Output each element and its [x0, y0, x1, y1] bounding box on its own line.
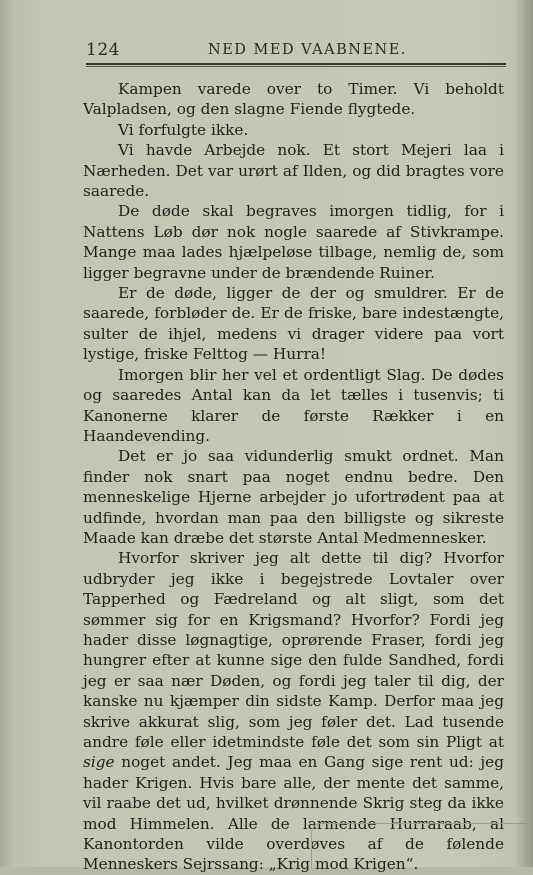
header-rule [86, 63, 506, 65]
page-header [86, 40, 504, 64]
page-edge-shadow [515, 0, 533, 867]
header-rule-thin [86, 66, 506, 67]
page-body [83, 79, 504, 875]
paragraph-text: noget andet. Jeg maa en Gang sige rent ud: jeg hader Krigen. Hvis bare alle, der mente det samme, vil raabe det ud, hvilket drønnende Skrig steg da ikke mod Himmelen. Alle de larmende Hurraraab, al Kanontorden vilde overdøves af de følende Menneskers Sejrssang: „Krig mod Krigen“. [83, 753, 504, 874]
paragraph: Imorgen blir her vel et ordentligt Slag. De dødes og saaredes Antal kan da let tælles i tusenvis; ti Kanonerne klarer de første Rækker i en Haandevending. [83, 365, 504, 445]
paragraph: De døde skal begraves imorgen tidlig, for i Nattens Løb dør nok nogle saarede af Stivkrampe. Mange maa lades hjælpeløse tilbage, nemlig de, som ligger begravne under de brændende Ruiner. [83, 202, 504, 282]
paragraph-text: Hvorfor skriver jeg alt dette til dig? Hvorfor udbryder jeg ikke i begejstrede Lovtaler over Tapperhed og Fædreland og alt sligt, som det sømmer sig for en Krigsmand? Hvorfor? Fordi jeg hader disse løgnagtige, oprørende Fraser, fordi jeg hungrer efter at kunne sige den fulde Sandhed, fordi jeg er saa nær Døden, og fordi jeg taler til dig, der kanske nu kjæmper din sidste Kamp. Derfor maa jeg skrive akkurat slig, som jeg føler det. Lad tusende andre føle eller idetmindste føle det som sin Pligt at [83, 549, 504, 751]
paragraph: Vi forfulgte ikke. [118, 120, 249, 139]
library-stamp-mark [311, 823, 527, 868]
paragraph: Vi havde Arbejde nok. Et stort Mejeri laa i Nærheden. Det var urørt af Ilden, og did bragtes vore saarede. [83, 141, 504, 201]
paragraph: Er de døde, ligger de der og smuldrer. Er de saarede, forbløder de. Er de friske, bare indestængte, sulter de ihjel, medens vi drager videre paa vort lystige, friske Felttog — Hurra! [83, 284, 504, 364]
emphasized-word: sige [83, 753, 115, 772]
running-title: NED MED VAABNENE. [208, 42, 407, 58]
page-number: 124 [86, 40, 120, 60]
paragraph: Det er jo saa vidunderlig smukt ordnet. Man finder nok snart paa noget endnu bedre. Den menneskelige Hjerne arbejder jo ufortrødent paa at udfinde, hvordan man paa den billigste og sikreste Maade kan dræbe det største Antal Medmennesker. [83, 447, 504, 547]
paragraph: Kampen varede over to Timer. Vi beholdt Valpladsen, og den slagne Fiende flygtede. [83, 80, 504, 119]
